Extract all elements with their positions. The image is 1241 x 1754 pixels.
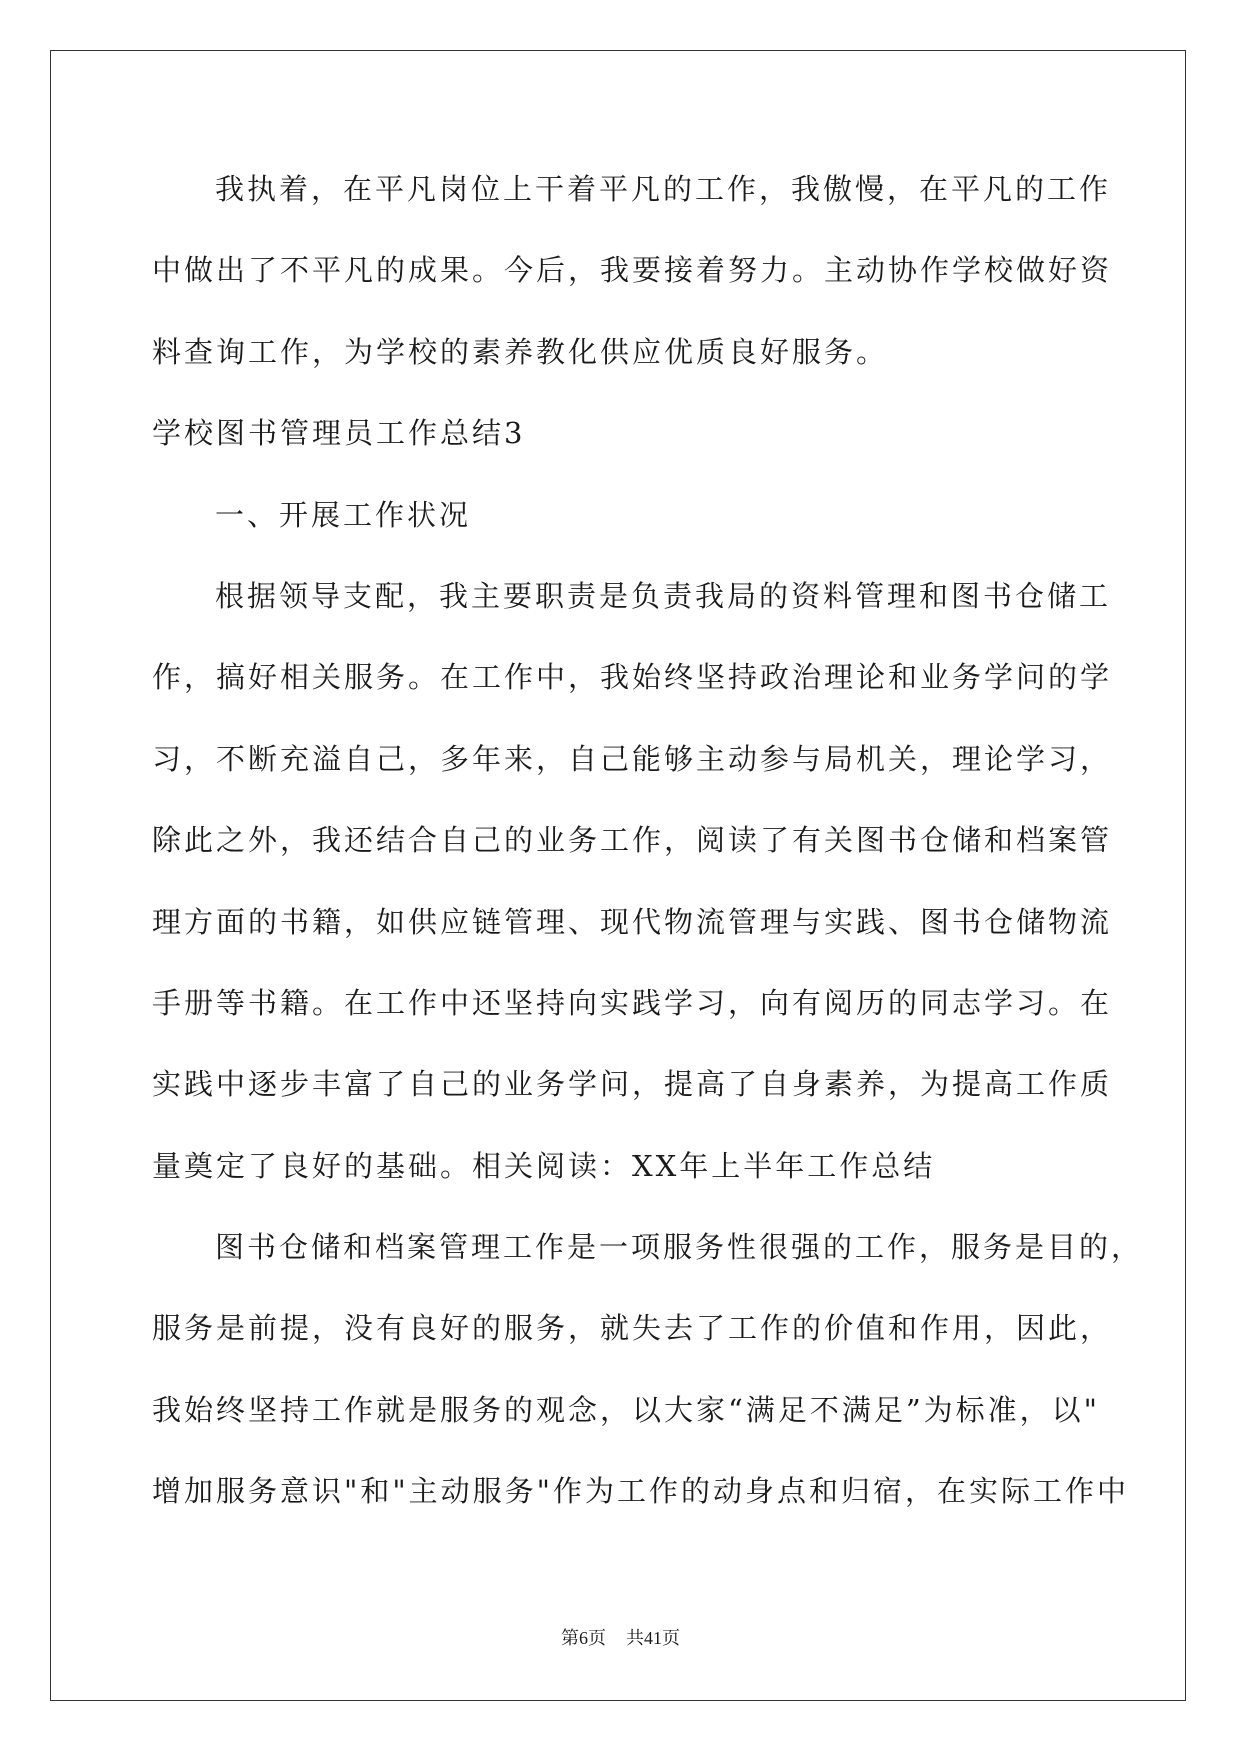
body-line: 理方面的书籍，如供应链管理、现代物流管理与实践、图书仓储物流 <box>152 904 1113 939</box>
subsection-heading: 一、开展工作状况 <box>215 497 472 532</box>
body-line: 作，搞好相关服务。在工作中，我始终坚持政治理论和业务学问的学 <box>152 660 1113 695</box>
body-line: 我始终坚持工作就是服务的观念，以大家“满足不满足”为标准，以" <box>152 1392 1100 1427</box>
body-line: 图书仓储和档案管理工作是一项服务性很强的工作，服务是目的， <box>215 1230 1144 1265</box>
body-line: 我执着，在平凡岗位上干着平凡的工作，我傲慢，在平凡的工作 <box>215 172 1112 206</box>
body-line: 料查询工作，为学校的素养教化供应优质良好服务。 <box>152 334 889 369</box>
body-line: 根据领导支配，我主要职责是负责我局的资料管理和图书仓储工 <box>215 578 1112 613</box>
body-line: 量奠定了良好的基础。相关阅读：XX年上半年工作总结 <box>152 1148 936 1183</box>
body-line: 实践中逐步丰富了自己的业务学问，提高了自身素养，为提高工作质 <box>152 1067 1113 1102</box>
section-heading: 学校图书管理员工作总结3 <box>152 416 526 451</box>
body-line: 除此之外，我还结合自己的业务工作，阅读了有关图书仓储和档案管 <box>152 823 1113 858</box>
body-line: 增加服务意识"和"主动服务"作为工作的动身点和归宿，在实际工作中 <box>152 1474 1130 1509</box>
page-number: 第6页 <box>561 1628 606 1648</box>
body-line: 服务是前提，没有良好的服务，就失去了工作的价值和作用，因此， <box>152 1311 1113 1346</box>
body-line: 习，不断充溢自己，多年来，自己能够主动参与局机关，理论学习， <box>152 741 1113 776</box>
body-line: 中做出了不平凡的成果。今后，我要接着努力。主动协作学校做好资 <box>152 253 1113 288</box>
body-line: 手册等书籍。在工作中还坚持向实践学习，向有阅历的同志学习。在 <box>152 985 1113 1020</box>
document-body <box>152 149 1162 1533</box>
page-total: 共41页 <box>626 1628 680 1648</box>
page-footer <box>0 1624 1241 1652</box>
